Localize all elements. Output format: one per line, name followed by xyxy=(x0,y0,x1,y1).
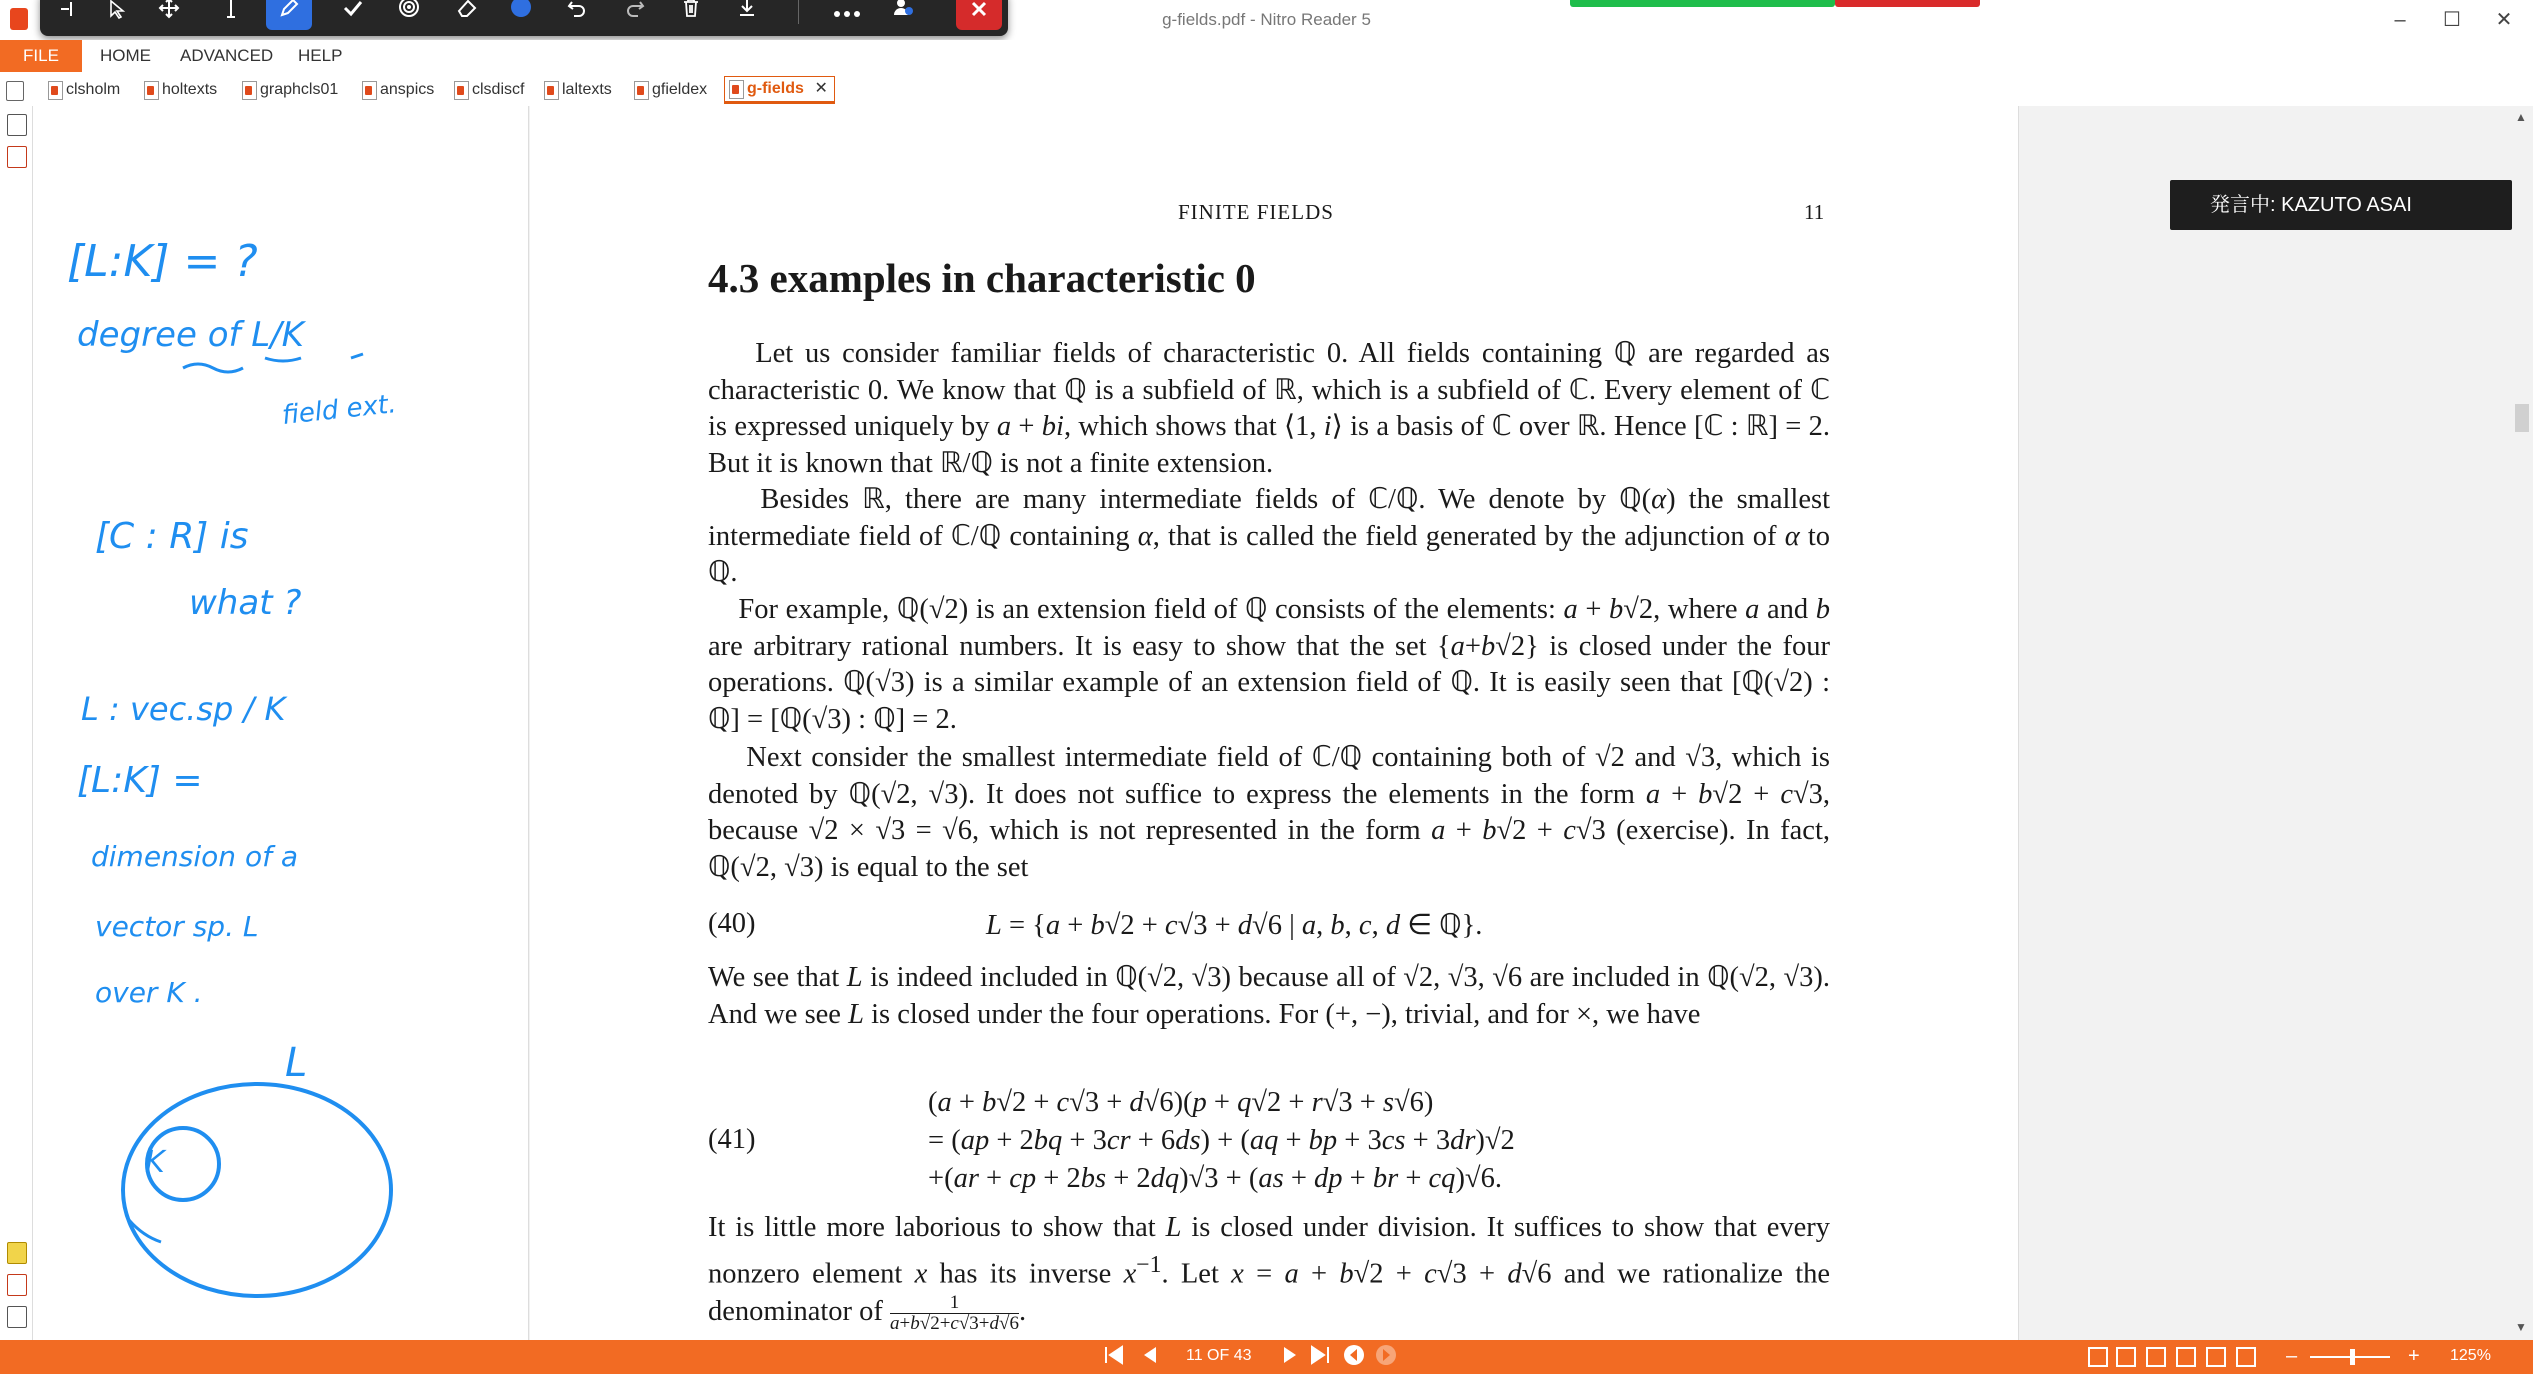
attachments-icon[interactable] xyxy=(7,1274,27,1296)
paragraph: It is little more laborious to show that L is closed under division. It suffices to show that every nonzero element x has its inverse $x^{-1}$. Let x = a + b√2 + c√3 + d√6 and we rationalize the denominator of $\frac{1}{a+b√2+c√3+d√6}$ . xyxy=(708,1212,1831,1334)
eraser-icon[interactable] xyxy=(444,0,490,30)
redo-icon[interactable] xyxy=(612,0,658,30)
facing-view-icon[interactable] xyxy=(2146,1347,2166,1367)
left-tool-strip xyxy=(0,106,33,1340)
comments-icon[interactable] xyxy=(7,1242,27,1264)
tab-list-icon[interactable] xyxy=(6,81,24,101)
paragraph: Next consider the smallest intermediate field of ℂ/ℚ containing both of √2 and √3, which is denoted by ℚ(√2, √3). It does not suffice to express the elements in the form a + b√2 + c√3, because √2 × √3 = √6, which is not represented in the form a + b√2 + c√3 (exercise). In fact, ℚ(√2, √3) is equal to the set xyxy=(708,742,1831,883)
pdf-file-icon xyxy=(144,81,159,100)
doc-tab-holtexts[interactable] xyxy=(140,78,217,102)
doc-tab-label: g-fields xyxy=(747,80,804,97)
text-cursor-icon[interactable] xyxy=(208,0,254,30)
doc-tab-graphcls01[interactable] xyxy=(238,78,338,102)
window-title: g-fields.pdf - Nitro Reader 5 xyxy=(1162,10,1371,29)
handwritten-notes-panel[interactable] xyxy=(33,106,529,1340)
drawing-toolbar xyxy=(40,0,1008,36)
prev-page-icon[interactable] xyxy=(1138,1343,1162,1373)
paragraph: Besides ℝ, there are many intermediate fields of ℂ/ℚ. We denote by ℚ(α) the smallest intermediate field of ℂ/ℚ containing α, that is called the field generated by the adjunction of α to ℚ. xyxy=(708,484,1830,588)
doc-tab-label: holtexts xyxy=(162,81,218,98)
minimize-button[interactable]: – xyxy=(2394,9,2406,31)
note-line: K xyxy=(145,1145,165,1180)
close-tab-icon[interactable]: ✕ xyxy=(814,80,828,97)
contacts-icon[interactable] xyxy=(880,0,926,30)
tab-help[interactable]: HELP xyxy=(298,46,343,65)
doc-tab-laltexts[interactable] xyxy=(540,78,612,102)
handwriting-canvas xyxy=(33,106,528,1340)
zoom-slider-thumb[interactable] xyxy=(2350,1349,2355,1365)
note-line: over K . xyxy=(95,976,203,1009)
first-page-icon[interactable] xyxy=(1102,1343,1126,1373)
doc-tab-anspics[interactable] xyxy=(358,78,434,102)
close-window-button[interactable]: ✕ xyxy=(2495,9,2513,31)
undo-icon[interactable] xyxy=(554,0,600,30)
pdf-file-icon xyxy=(729,80,744,99)
pen-icon[interactable] xyxy=(266,0,312,30)
doc-tab-label: graphcls01 xyxy=(260,81,339,98)
more-icon[interactable] xyxy=(824,0,870,30)
equation-number: (41) xyxy=(708,1124,756,1155)
save-down-icon[interactable] xyxy=(724,0,770,30)
section-title: 4.3 examples in characteristic 0 xyxy=(708,255,1256,301)
scrollbar-thumb[interactable] xyxy=(2515,404,2529,432)
collapse-left-icon[interactable] xyxy=(44,0,90,30)
doc-tab-label: anspics xyxy=(380,81,435,98)
delete-icon[interactable] xyxy=(668,0,714,30)
doc-tab-label: clsholm xyxy=(66,81,121,98)
field-L-circle xyxy=(123,1084,391,1296)
move-icon[interactable] xyxy=(146,0,192,30)
select-arrow-icon[interactable] xyxy=(94,0,140,30)
running-head: FINITE FIELDS xyxy=(1178,200,1334,224)
tab-home[interactable]: HOME xyxy=(100,46,151,65)
scroll-up-icon[interactable]: ▲ xyxy=(2515,110,2527,124)
color-blue-icon[interactable] xyxy=(498,0,544,30)
fit-width-icon[interactable] xyxy=(2206,1347,2226,1367)
note-line: degree of L/K xyxy=(77,315,304,355)
facing-continuous-view-icon[interactable] xyxy=(2176,1347,2196,1367)
back-view-icon[interactable] xyxy=(1342,1343,1366,1373)
target-icon[interactable] xyxy=(386,0,432,30)
doc-tab-label: laltexts xyxy=(562,81,612,98)
last-page-icon[interactable] xyxy=(1308,1343,1332,1373)
close-toolbar-icon[interactable] xyxy=(956,0,1002,30)
continuous-view-icon[interactable] xyxy=(2116,1347,2136,1367)
maximize-button[interactable]: ☐ xyxy=(2443,9,2461,31)
vertical-scrollbar[interactable] xyxy=(2511,106,2533,1340)
scroll-down-icon[interactable]: ▼ xyxy=(2515,1320,2527,1334)
page-indicator[interactable]: 11 OF 43 xyxy=(1186,1347,1252,1364)
note-line: what ? xyxy=(189,583,302,623)
pdf-file-icon xyxy=(242,81,257,100)
paragraph: For example, ℚ(√2) is an extension field of ℚ consists of the elements: a + b√2, where a and b are arbitrary rational numbers. It is easy to show that the set {a+b√2} is closed under the four operations. ℚ(√3) is a similar example of an extension field of ℚ. It is easily seen that [ℚ(√2) : ℚ] = [ℚ(√3) : ℚ] = 2. xyxy=(708,594,1831,735)
thumbnails-icon[interactable] xyxy=(7,114,27,136)
note-line: dimension of a xyxy=(91,840,298,873)
page-number: 11 xyxy=(1804,200,1825,224)
doc-tab-gfieldex[interactable] xyxy=(630,78,707,102)
equation-41: (a + b√2 + c√3 + d√6)(p + q√2 + r√3 + s√6) = (ap + 2bq + 3cr + 6ds) + (aq + bp + 3cs + 3dr)√2 +(ar + cp + 2bs + 2dq)√3 + (as + dp + br + cq)√6. xyxy=(928,1087,1515,1194)
single-page-view-icon[interactable] xyxy=(2088,1347,2108,1367)
doc-tab-clsholm[interactable] xyxy=(44,78,120,102)
paragraph: Let us consider familiar fields of characteristic 0. All fields containing ℚ are regarded as characteristic 0. We know that ℚ is a subfield of ℝ, which is a subfield of ℂ. Every element of ℂ is expressed uniquely by a + bi, which shows that ⟨1, i⟩ is a basis of ℂ over ℝ. Hence [ℂ : ℝ] = 2. But it is known that ℝ/ℚ is not a finite extension. xyxy=(708,338,1830,479)
paragraph: We see that L is indeed included in ℚ(√2, √3) because all of √2, √3, √6 are included in ℚ(√2, √3). And we see L is closed under the four operations. For (+, −), trivial, and for ×, we have xyxy=(708,962,1830,1030)
zoom-level[interactable]: 125% xyxy=(2450,1347,2491,1364)
equation-number: (40) xyxy=(708,908,756,939)
doc-tab-g-fields[interactable] xyxy=(724,76,835,104)
pdf-file-icon xyxy=(362,81,377,100)
note-line: vector sp. L xyxy=(95,910,259,943)
equation-40: L = {a + b√2 + c√3 + d√6 | a, b, c, d ∈ ℚ}. xyxy=(986,910,1483,941)
ribbon xyxy=(0,40,2533,72)
fit-page-icon[interactable] xyxy=(2236,1347,2256,1367)
note-line: L : vec.sp / K xyxy=(81,690,286,728)
doc-tab-clsdiscf[interactable] xyxy=(450,78,524,102)
tab-advanced[interactable]: ADVANCED xyxy=(180,46,274,65)
bookmarks-icon[interactable] xyxy=(7,146,27,168)
file-tab[interactable]: FILE xyxy=(0,40,82,72)
next-page-icon[interactable] xyxy=(1278,1343,1302,1373)
toolbar-separator xyxy=(798,0,799,24)
zoom-out-button[interactable]: – xyxy=(2286,1345,2298,1367)
pdf-file-icon xyxy=(454,81,469,100)
zoom-in-button[interactable]: + xyxy=(2408,1345,2420,1367)
share-indicator-red xyxy=(1835,0,1980,7)
share-indicator-green xyxy=(1570,0,1835,7)
pdf-file-icon xyxy=(544,81,559,100)
speaker-indicator: 発言中: KAZUTO ASAI xyxy=(2170,180,2512,230)
doc-tab-label: gfieldex xyxy=(652,81,708,98)
check-icon[interactable] xyxy=(330,0,376,30)
note-line: L xyxy=(285,1040,308,1086)
note-line: [L:K] = ? xyxy=(67,236,258,287)
pdf-file-icon xyxy=(634,81,649,100)
note-line: [C : R] is xyxy=(95,516,249,557)
doc-tab-label: clsdiscf xyxy=(472,81,525,98)
pdf-file-icon xyxy=(48,81,63,100)
note-line: [L:K] = xyxy=(77,760,203,801)
forward-view-icon[interactable] xyxy=(1374,1343,1398,1373)
note-line: field ext. xyxy=(280,389,398,431)
pages-icon[interactable] xyxy=(7,1306,27,1328)
